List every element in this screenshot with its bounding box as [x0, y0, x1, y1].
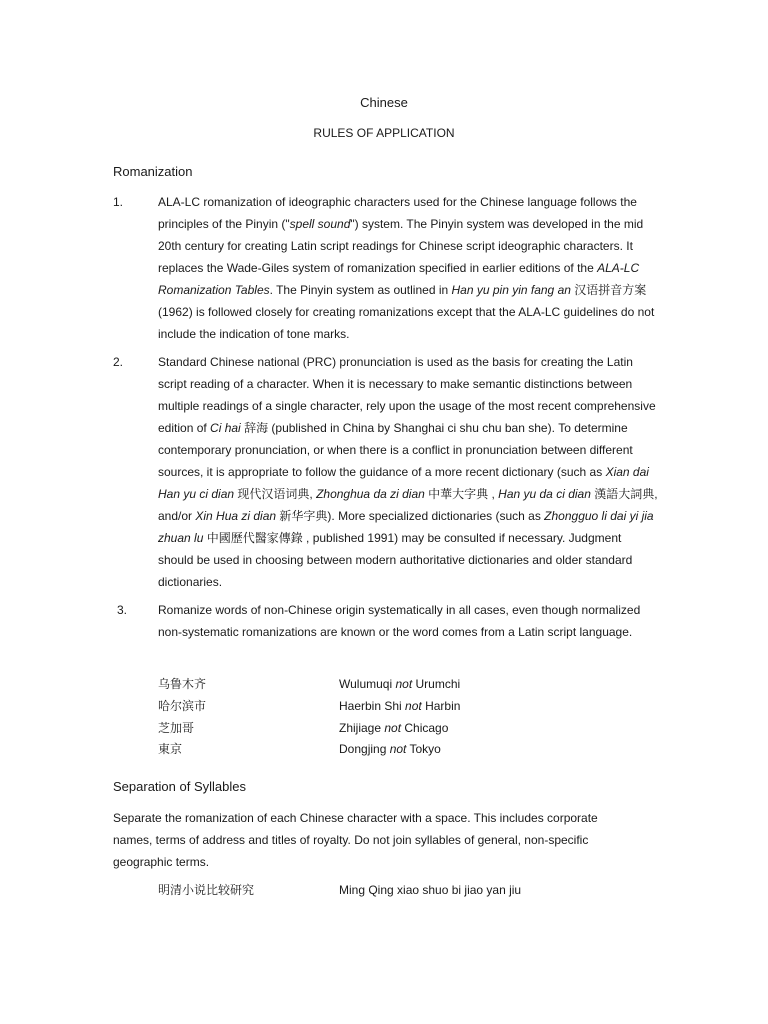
example-romanization: Haerbin Shi not Harbin	[339, 699, 461, 713]
section-heading-separation: Separation of Syllables	[113, 779, 246, 794]
example-chinese: 東京	[158, 742, 183, 756]
rule-text: ALA-LC romanization of ideographic characters used for the Chinese language follows the principles of the Pinyin ("spell sound") system. The Pinyin system was developed in the mid 20th century for creating Latin script readings for Chinese script ideographic characters. It replaces the Wade-Giles system of romanization specified in earlier editions of the ALA-LC Romanization Tables. The Pinyin system as outlined in Han yu pin yin fang an 汉语拼音方案 (1962) is followed closely for creating romanizations except that the ALA-LC guidelines do not include the indication of tone marks.	[158, 195, 655, 341]
document-title: Chinese	[360, 95, 408, 110]
example-chinese: 哈尔滨市	[158, 699, 207, 713]
example-romanization: Dongjing not Tokyo	[339, 742, 441, 756]
example-row	[158, 717, 558, 739]
rule-text: Standard Chinese national (PRC) pronunciation is used as the basis for creating the Latin script reading of a character. When it is necessary to make semantic distinctions between multiple readings of a single character, rely upon the usage of the most recent comprehensive edition of Ci hai 辞海 (published in China by Shanghai ci shu chu ban she). To determine contemporary pronunciation, or when there is a conflict in pronunciation between different sources, it is appropriate to follow the guidance of a more recent dictionary (such as Xian dai Han yu ci dian 现代汉语词典, Zhonghua da zi dian 中華大字典 , Han yu da ci dian 漢語大詞典, and/or Xin Hua zi dian 新华字典). More specialized dictionaries (such as Zhongguo li dai yi jia zhuan lu 中國歷代醫家傳錄 , published 1991) may be consulted if necessary. Judgment should be used in choosing between modern authoritative dictionaries and older standard dictionaries.	[158, 355, 658, 589]
rule-number: 2.	[113, 355, 124, 369]
example-row	[158, 673, 558, 695]
example-row	[158, 738, 558, 760]
rule-number: 3.	[117, 603, 128, 617]
example-row	[158, 879, 558, 901]
separation-paragraph: Separate the romanization of each Chinese character with a space. This includes corporate names, terms of address and titles of royalty. Do not join syllables of general, non-specific geographic terms.	[113, 811, 598, 869]
example-romanization: Wulumuqi not Urumchi	[339, 677, 461, 691]
example-chinese: 乌鲁木齐	[158, 677, 207, 691]
example-romanization: Zhijiage not Chicago	[339, 721, 449, 735]
example-row	[158, 695, 558, 717]
example-romanization: Ming Qing xiao shuo bi jiao yan jiu	[339, 883, 522, 897]
example-chinese: 芝加哥	[158, 721, 195, 735]
rule-number: 1.	[113, 195, 124, 209]
example-chinese: 明清小说比较研究	[158, 883, 255, 897]
rule-text: Romanize words of non-Chinese origin systematically in all cases, even though normalized non-systematic romanizations are known or the word comes from a Latin script language.	[158, 603, 641, 639]
section-heading-romanization: Romanization	[113, 164, 193, 179]
document-subtitle: RULES OF APPLICATION	[313, 126, 455, 140]
